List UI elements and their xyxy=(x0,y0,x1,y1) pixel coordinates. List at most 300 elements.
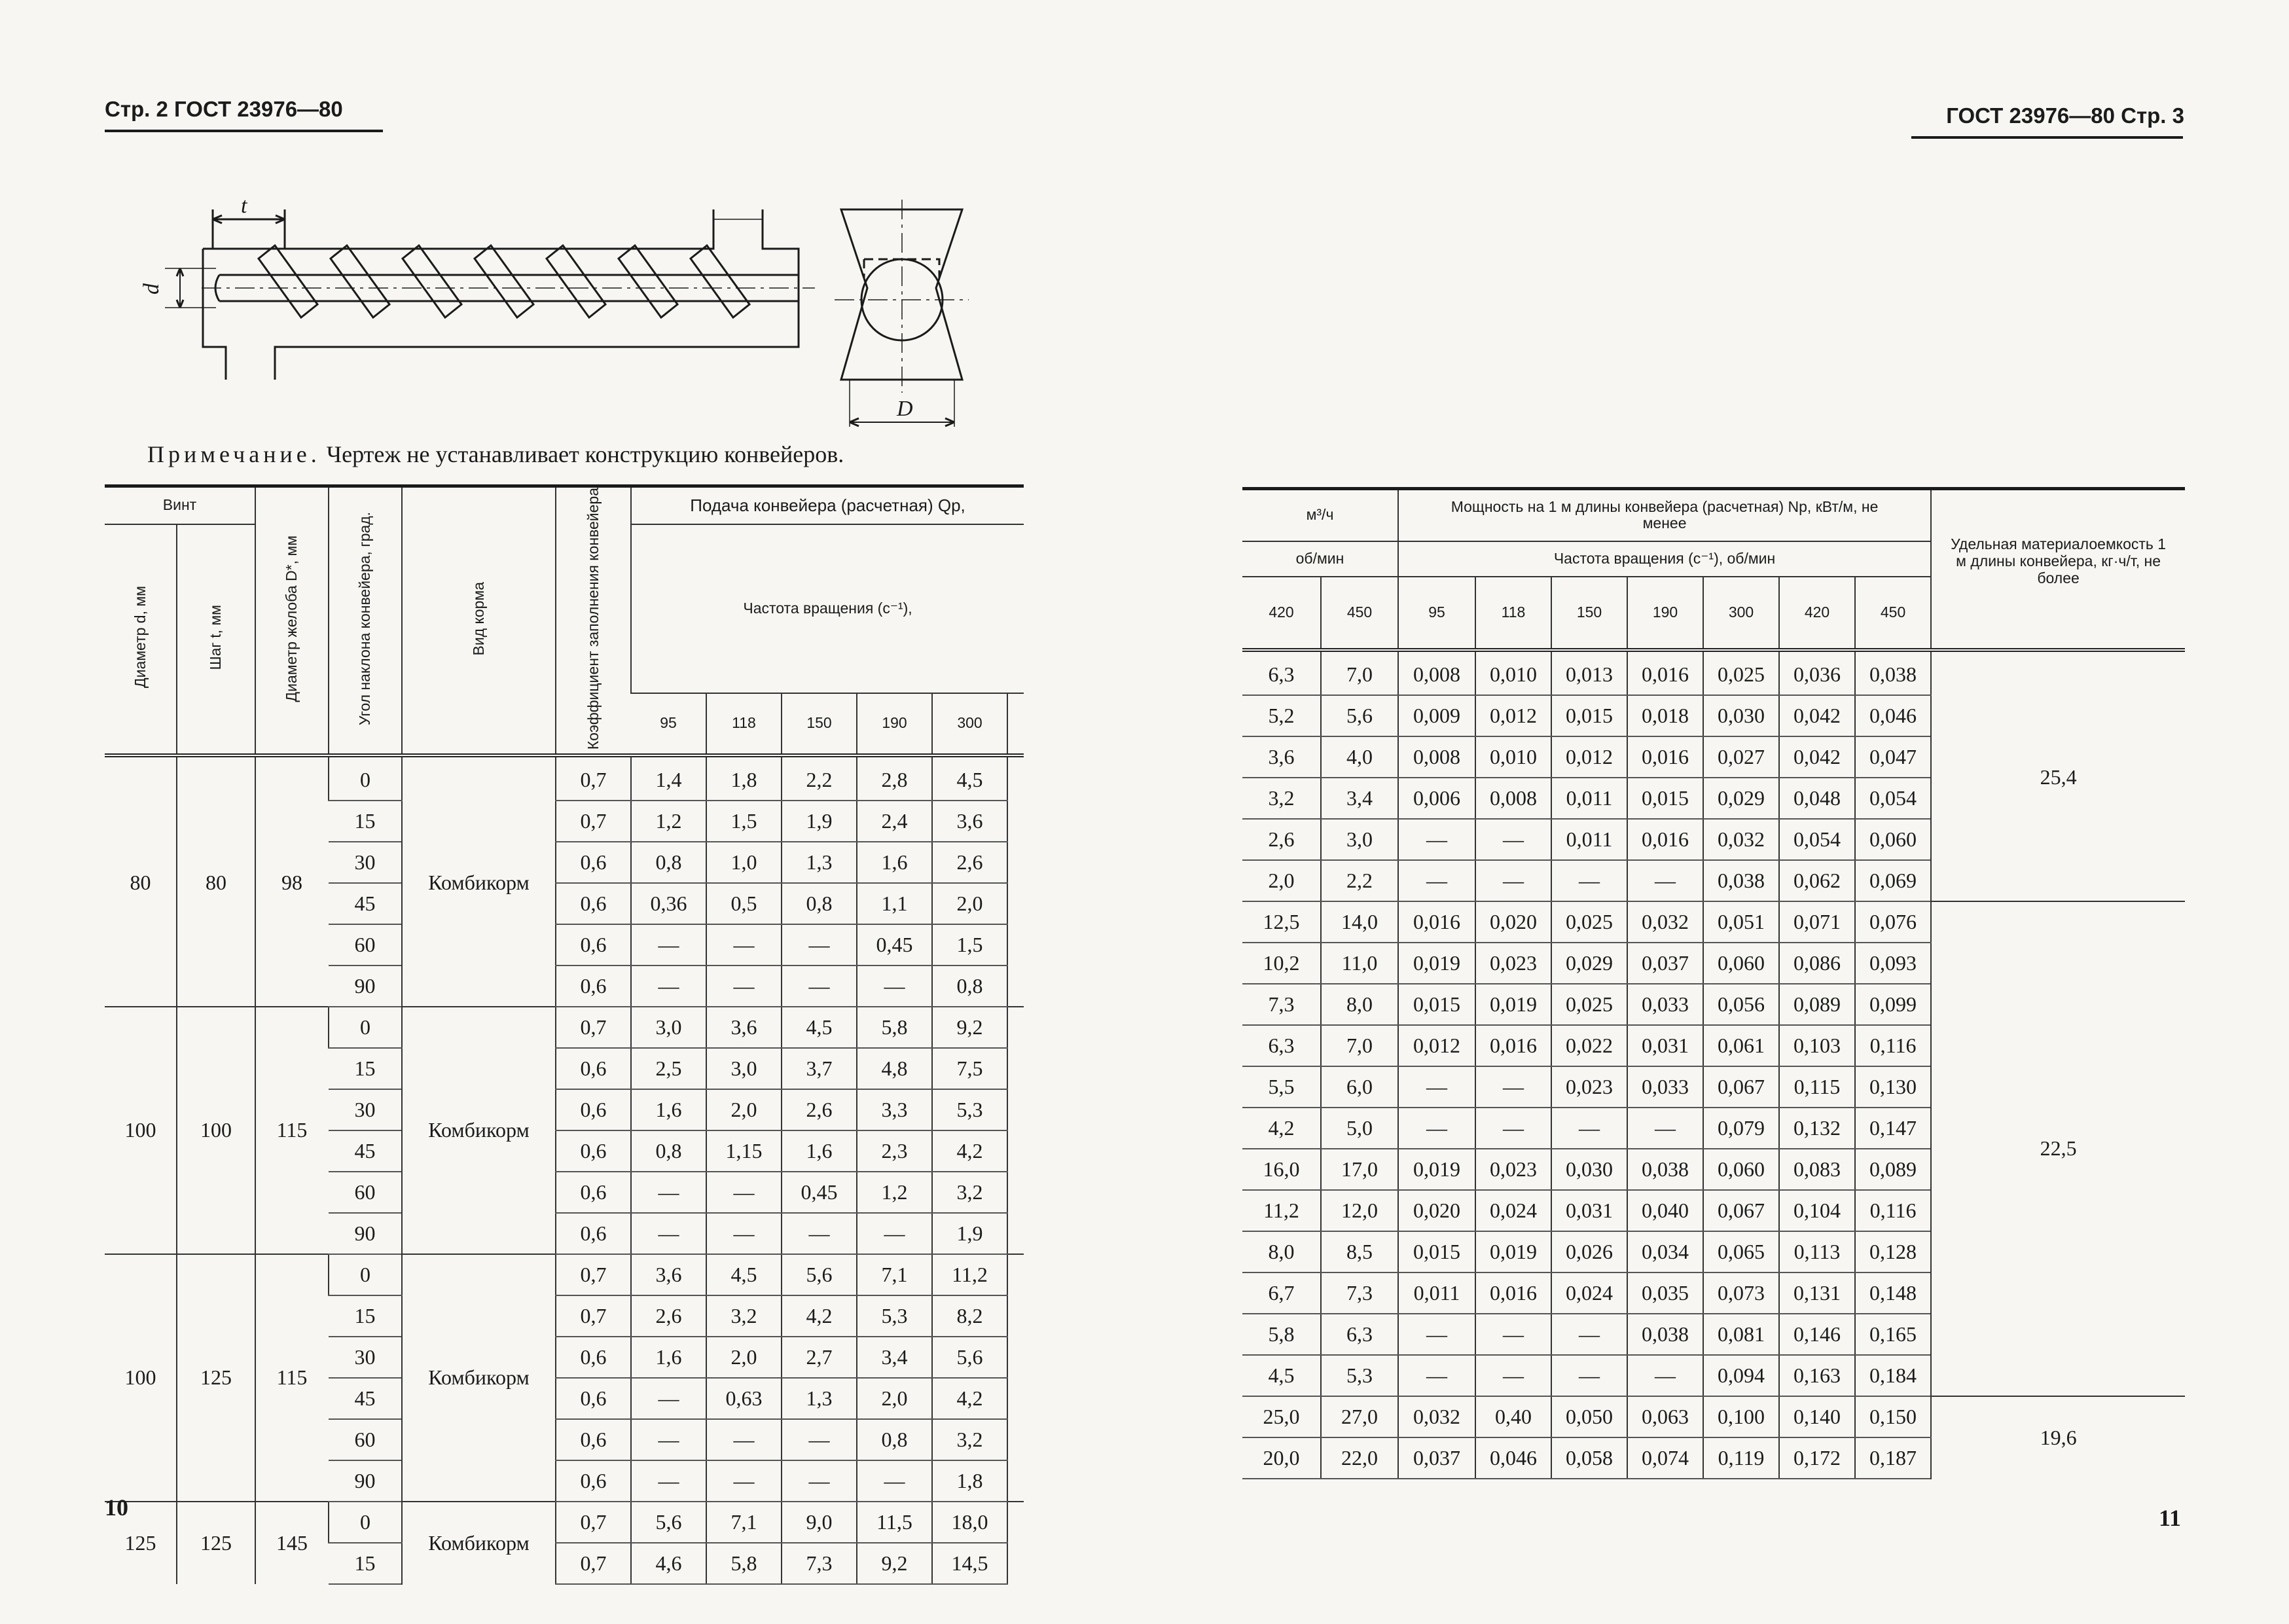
power-cell: 0,013 xyxy=(1551,650,1627,695)
power-cell: 0,006 xyxy=(1398,778,1475,819)
trough-diameter-cell: 98 xyxy=(255,755,329,1007)
capacity-cell: 10,2 xyxy=(1242,943,1321,984)
capacity-cell: 2,0 xyxy=(932,883,1007,924)
angle-header: Угол наклона конвейера, град. xyxy=(329,486,402,755)
power-cell: 0,104 xyxy=(1779,1190,1855,1231)
capacity-cell: 7,1 xyxy=(706,1502,782,1543)
screw-diameter-cell: 80 xyxy=(130,871,151,895)
power-cell: 0,069 xyxy=(1855,860,1931,901)
power-frequency-header-300: 300 xyxy=(1703,577,1779,650)
power-cell: 0,031 xyxy=(1627,1025,1703,1066)
power-frequency-header-190: 190 xyxy=(1627,577,1703,650)
screw-diameter-cell: 125 xyxy=(105,1502,177,1584)
power-cell: 0,094 xyxy=(1703,1355,1779,1396)
capacity-cell: 4,2 xyxy=(782,1295,857,1337)
power-cell: 0,042 xyxy=(1779,736,1855,778)
power-cell: 0,008 xyxy=(1398,736,1475,778)
table-row xyxy=(105,1502,1024,1543)
spacer-cell xyxy=(1007,1089,1024,1130)
power-cell: 0,015 xyxy=(1398,984,1475,1025)
capacity-cell: — xyxy=(631,1378,706,1419)
capacity-cell: 3,7 xyxy=(782,1048,857,1089)
power-cell: 0,010 xyxy=(1475,736,1551,778)
angle-cell: 30 xyxy=(329,1337,402,1378)
power-cell: 0,019 xyxy=(1475,984,1551,1025)
power-cell: 0,023 xyxy=(1475,943,1551,984)
power-cell: 0,015 xyxy=(1398,1231,1475,1272)
power-cell: 0,019 xyxy=(1398,1149,1475,1190)
power-cell: — xyxy=(1398,819,1475,860)
capacity-cell: 6,3 xyxy=(1321,1314,1398,1355)
capacity-cell: 1,5 xyxy=(932,924,1007,965)
capacity-cell: — xyxy=(631,1172,706,1213)
power-cell: 0,015 xyxy=(1551,695,1627,736)
power-cell: — xyxy=(1475,819,1551,860)
power-cell: 0,046 xyxy=(1475,1437,1551,1479)
power-cell: 0,146 xyxy=(1779,1314,1855,1355)
angle-cell: 45 xyxy=(329,1378,402,1419)
power-cell: 0,025 xyxy=(1551,901,1627,943)
power-cell: 0,060 xyxy=(1855,819,1931,860)
power-cell: — xyxy=(1475,860,1551,901)
capacity-cell: 22,0 xyxy=(1321,1437,1398,1479)
capacity-cell: 1,2 xyxy=(857,1172,932,1213)
capacity-cell: — xyxy=(631,965,706,1007)
fill-coefficient-cell: 0,6 xyxy=(556,842,631,883)
capacity-cell: 7,0 xyxy=(1321,650,1398,695)
capacity-cell: 1,3 xyxy=(782,1378,857,1419)
capacity-cell: 5,2 xyxy=(1242,695,1321,736)
capacity-cell: 1,6 xyxy=(631,1337,706,1378)
power-cell: 0,011 xyxy=(1551,819,1627,860)
power-cell: 0,020 xyxy=(1398,1190,1475,1231)
power-cell: 0,060 xyxy=(1703,943,1779,984)
trough-diameter-cell: 115 xyxy=(255,1254,329,1502)
power-cell: 0,050 xyxy=(1551,1396,1627,1437)
capacity-cell: 1,2 xyxy=(631,801,706,842)
power-cell: 0,115 xyxy=(1779,1066,1855,1108)
capacity-cell: 2,0 xyxy=(706,1337,782,1378)
capacity-cell: 3,3 xyxy=(857,1089,932,1130)
power-cell: 0,023 xyxy=(1551,1066,1627,1108)
capacity-cell: 2,0 xyxy=(706,1089,782,1130)
capacity-cell: — xyxy=(631,924,706,965)
power-cell: 0,047 xyxy=(1855,736,1931,778)
fill-coefficient-cell: 0,7 xyxy=(556,801,631,842)
spacer-cell xyxy=(1007,1543,1024,1584)
power-cell: 0,40 xyxy=(1475,1396,1551,1437)
capacity-cell: 2,4 xyxy=(857,801,932,842)
fill-coefficient-cell: 0,6 xyxy=(556,1213,631,1254)
power-cell: 0,067 xyxy=(1703,1190,1779,1231)
capacity-cell: 5,8 xyxy=(706,1543,782,1584)
feed-type-cell: Комбикорм xyxy=(402,1254,556,1502)
power-consumption-table xyxy=(1242,487,2185,1479)
power-cell: 0,061 xyxy=(1703,1025,1779,1066)
capacity-cell: 20,0 xyxy=(1242,1437,1321,1479)
capacity-cell: 4,2 xyxy=(932,1130,1007,1172)
capacity-cell: 3,2 xyxy=(706,1295,782,1337)
capacity-cell: 1,3 xyxy=(782,842,857,883)
power-cell: 0,093 xyxy=(1855,943,1931,984)
capacity-cell: 27,0 xyxy=(1321,1396,1398,1437)
spacer-cell xyxy=(1007,1254,1024,1295)
capacity-cell: 5,0 xyxy=(1321,1108,1398,1149)
note-text: Чертеж не устанавливает конструкцию конвейеров. xyxy=(326,441,844,467)
capacity-cell: 11,2 xyxy=(932,1254,1007,1295)
power-cell: 0,011 xyxy=(1398,1272,1475,1314)
capacity-cell: 5,8 xyxy=(857,1007,932,1048)
angle-cell: 60 xyxy=(329,924,402,965)
feed-type-cell: Комбикорм xyxy=(402,1502,556,1584)
power-frequency-header-450: 450 xyxy=(1855,577,1931,650)
power-cell: 0,016 xyxy=(1398,901,1475,943)
capacity-cell: 4,8 xyxy=(857,1048,932,1089)
capacity-cell: — xyxy=(857,1213,932,1254)
power-cell: 0,011 xyxy=(1551,778,1627,819)
capacity-cell: 2,3 xyxy=(857,1130,932,1172)
power-cell: 0,103 xyxy=(1779,1025,1855,1066)
fill-coefficient-header: Коэффициент заполнения конвейера xyxy=(556,486,631,755)
capacity-cell: 8,0 xyxy=(1242,1231,1321,1272)
capacity-cell: 2,2 xyxy=(782,755,857,801)
power-cell: 0,016 xyxy=(1475,1272,1551,1314)
frequency-header-spacer xyxy=(1007,693,1024,755)
power-cell: 0,148 xyxy=(1855,1272,1931,1314)
capacity-cell: — xyxy=(706,1460,782,1502)
capacity-cell: 3,2 xyxy=(1242,778,1321,819)
power-cell: — xyxy=(1398,1108,1475,1149)
power-cell: 0,008 xyxy=(1475,778,1551,819)
capacity-cell: 4,5 xyxy=(932,755,1007,801)
fill-coefficient-cell: 0,7 xyxy=(556,1295,631,1337)
power-cell: 0,016 xyxy=(1627,650,1703,695)
power-cell: 0,150 xyxy=(1855,1396,1931,1437)
capacity-cell: 6,0 xyxy=(1321,1066,1398,1108)
capacity-cell: — xyxy=(857,965,932,1007)
power-cell: — xyxy=(1398,1066,1475,1108)
spacer-cell xyxy=(1007,1337,1024,1378)
capacity-cell: 4,5 xyxy=(1242,1355,1321,1396)
specific-consumption-cell: 22,5 xyxy=(1931,901,2185,1396)
spacer-cell xyxy=(1007,1378,1024,1419)
power-cell: 0,038 xyxy=(1703,860,1779,901)
power-cell: 0,081 xyxy=(1703,1314,1779,1355)
capacity-cell: 4,2 xyxy=(932,1378,1007,1419)
power-frequency-header-150: 150 xyxy=(1551,577,1627,650)
right-page-header: ГОСТ 23976—80 Стр. 3 xyxy=(1946,103,2184,128)
capacity-cell: — xyxy=(631,1213,706,1254)
power-cell: 0,025 xyxy=(1703,650,1779,695)
angle-cell: 90 xyxy=(329,1213,402,1254)
capacity-cell: 1,8 xyxy=(932,1460,1007,1502)
power-cell: 0,056 xyxy=(1703,984,1779,1025)
capacity-cell: 2,0 xyxy=(1242,860,1321,901)
power-cell: 0,033 xyxy=(1627,1066,1703,1108)
power-cell: 0,032 xyxy=(1703,819,1779,860)
power-cell: 0,019 xyxy=(1475,1231,1551,1272)
capacity-cell: 8,0 xyxy=(1321,984,1398,1025)
power-cell: — xyxy=(1551,1355,1627,1396)
capacity-cell: 7,3 xyxy=(1321,1272,1398,1314)
left-page-header: Стр. 2 ГОСТ 23976—80 xyxy=(105,97,343,121)
angle-cell: 15 xyxy=(329,801,402,842)
rpm-header-450: 450 xyxy=(1321,577,1398,650)
power-cell: 0,026 xyxy=(1551,1231,1627,1272)
power-cell: 0,051 xyxy=(1703,901,1779,943)
capacity-cell: 2,8 xyxy=(857,755,932,801)
angle-cell: 45 xyxy=(329,1130,402,1172)
capacity-cell: 5,6 xyxy=(631,1502,706,1543)
spacer-cell xyxy=(1007,801,1024,842)
power-cell: 0,054 xyxy=(1779,819,1855,860)
capacity-cell: 2,6 xyxy=(1242,819,1321,860)
fill-coefficient-cell: 0,7 xyxy=(556,1502,631,1543)
trough-diameter-cell: 115 xyxy=(255,1007,329,1254)
spacer-cell xyxy=(1007,883,1024,924)
capacity-cell: 0,5 xyxy=(706,883,782,924)
power-cell: 0,008 xyxy=(1398,650,1475,695)
spacer-cell xyxy=(1007,1130,1024,1172)
table-row xyxy=(1242,901,2185,943)
screw-diameter-cell: 100 xyxy=(105,1007,177,1254)
frequency-header-300: 300 xyxy=(932,693,1007,755)
capacity-cell: 4,5 xyxy=(782,1007,857,1048)
power-cell: 0,038 xyxy=(1855,650,1931,695)
pitch-label: t xyxy=(241,194,247,218)
diameter-header: Диаметр d, мм xyxy=(105,524,177,755)
capacity-cell: 2,6 xyxy=(782,1089,857,1130)
capacity-cell: 2,0 xyxy=(857,1378,932,1419)
power-cell: 0,029 xyxy=(1551,943,1627,984)
power-cell: 0,058 xyxy=(1551,1437,1627,1479)
capacity-cell: 2,5 xyxy=(631,1048,706,1089)
power-cell: 0,023 xyxy=(1475,1149,1551,1190)
angle-cell: 0 xyxy=(329,1007,402,1048)
power-cell: 0,030 xyxy=(1703,695,1779,736)
capacity-cell: 1,0 xyxy=(706,842,782,883)
power-cell: 0,187 xyxy=(1855,1437,1931,1479)
angle-cell: 15 xyxy=(329,1295,402,1337)
power-cell: 0,048 xyxy=(1779,778,1855,819)
power-cell: 0,038 xyxy=(1627,1314,1703,1355)
capacity-cell: 11,0 xyxy=(1321,943,1398,984)
capacity-cell: 3,2 xyxy=(932,1172,1007,1213)
specific-consumption-cell: 25,4 xyxy=(1931,650,2185,901)
capacity-cell: 1,8 xyxy=(706,755,782,801)
capacity-cell: 0,45 xyxy=(857,924,932,965)
angle-cell: 15 xyxy=(329,1543,402,1584)
angle-cell: 0 xyxy=(329,1254,402,1295)
capacity-cell: 7,0 xyxy=(1321,1025,1398,1066)
power-cell: 0,009 xyxy=(1398,695,1475,736)
power-cell: 0,147 xyxy=(1855,1108,1931,1149)
power-cell: 0,012 xyxy=(1551,736,1627,778)
power-cell: 0,034 xyxy=(1627,1231,1703,1272)
capacity-cell: 3,0 xyxy=(706,1048,782,1089)
power-cell: — xyxy=(1627,1355,1703,1396)
power-cell: 0,012 xyxy=(1475,695,1551,736)
power-cell: — xyxy=(1475,1108,1551,1149)
spacer-cell xyxy=(1007,1460,1024,1502)
angle-cell: 30 xyxy=(329,1089,402,1130)
spacer-cell xyxy=(1007,1007,1024,1048)
capacity-cell: 1,4 xyxy=(631,755,706,801)
fill-coefficient-cell: 0,6 xyxy=(556,1378,631,1419)
capacity-cell: 0,8 xyxy=(631,842,706,883)
capacity-cell: 5,3 xyxy=(857,1295,932,1337)
capacity-cell: 7,3 xyxy=(782,1543,857,1584)
spacer-cell xyxy=(1007,1419,1024,1460)
frequency-header-95: 95 xyxy=(631,693,706,755)
capacity-cell: 1,6 xyxy=(782,1130,857,1172)
capacity-cell: — xyxy=(706,1172,782,1213)
capacity-cell: 1,15 xyxy=(706,1130,782,1172)
power-cell: 0,033 xyxy=(1627,984,1703,1025)
table-row xyxy=(105,755,1024,801)
spacer-cell xyxy=(1007,1213,1024,1254)
capacity-cell: 3,4 xyxy=(857,1337,932,1378)
angle-cell: 60 xyxy=(329,1172,402,1213)
right-header-rule xyxy=(1911,136,2183,139)
power-cell: — xyxy=(1398,860,1475,901)
capacity-cell: 7,3 xyxy=(1242,984,1321,1025)
power-cell: 0,071 xyxy=(1779,901,1855,943)
capacity-cell: 5,8 xyxy=(1242,1314,1321,1355)
power-cell: 0,062 xyxy=(1779,860,1855,901)
capacity-cell: 1,9 xyxy=(782,801,857,842)
capacity-cell: 12,5 xyxy=(1242,901,1321,943)
power-cell: 0,119 xyxy=(1703,1437,1779,1479)
rpm-unit-header: об/мин xyxy=(1242,541,1398,577)
capacity-cell: — xyxy=(782,965,857,1007)
capacity-cell: 9,2 xyxy=(857,1543,932,1584)
capacity-cell: 11,5 xyxy=(857,1502,932,1543)
fill-coefficient-cell: 0,6 xyxy=(556,1130,631,1172)
power-cell: — xyxy=(1627,860,1703,901)
power-cell: — xyxy=(1398,1355,1475,1396)
angle-cell: 90 xyxy=(329,965,402,1007)
table-row xyxy=(105,1007,1024,1048)
fill-coefficient-cell: 0,7 xyxy=(556,1543,631,1584)
capacity-cell: 14,5 xyxy=(932,1543,1007,1584)
power-cell: 0,018 xyxy=(1627,695,1703,736)
specific-consumption-header: Удельная материалоемкость 1 м длины конвейера, кг·ч/т, не более xyxy=(1931,489,2185,650)
power-cell: — xyxy=(1398,1314,1475,1355)
fill-coefficient-cell: 0,6 xyxy=(556,1048,631,1089)
pitch-header: Шаг t, мм xyxy=(177,524,255,755)
screw-pitch-cell: 125 xyxy=(177,1254,255,1502)
capacity-cell: 6,3 xyxy=(1242,1025,1321,1066)
power-title-header: Мощность на 1 м длины конвейера (расчетная) Nр, кВт/м, не менее xyxy=(1398,489,1931,541)
capacity-cell: 17,0 xyxy=(1321,1149,1398,1190)
spacer-cell xyxy=(1007,1502,1024,1543)
power-frequency-header: Частота вращения (с⁻¹), об/мин xyxy=(1398,541,1931,577)
power-cell: — xyxy=(1475,1314,1551,1355)
power-cell: 0,042 xyxy=(1779,695,1855,736)
power-cell: 0,083 xyxy=(1779,1149,1855,1190)
power-cell: 0,116 xyxy=(1855,1190,1931,1231)
power-cell: 0,131 xyxy=(1779,1272,1855,1314)
capacity-cell: 9,0 xyxy=(782,1502,857,1543)
frequency-header-190: 190 xyxy=(857,693,932,755)
power-cell: 0,067 xyxy=(1703,1066,1779,1108)
capacity-cell: 1,9 xyxy=(932,1213,1007,1254)
table-row xyxy=(105,1254,1024,1295)
capacity-cell: 16,0 xyxy=(1242,1149,1321,1190)
capacity-cell: 3,2 xyxy=(932,1419,1007,1460)
capacity-cell: — xyxy=(706,1419,782,1460)
power-cell: 0,016 xyxy=(1627,819,1703,860)
spacer-cell xyxy=(1007,1172,1024,1213)
capacity-cell: 3,0 xyxy=(1321,819,1398,860)
capacity-cell: 5,6 xyxy=(782,1254,857,1295)
capacity-cell: 0,63 xyxy=(706,1378,782,1419)
power-cell: 0,030 xyxy=(1551,1149,1627,1190)
fill-coefficient-cell: 0,6 xyxy=(556,965,631,1007)
diameter-label: d xyxy=(139,283,164,295)
fill-coefficient-cell: 0,6 xyxy=(556,1337,631,1378)
capacity-cell: — xyxy=(706,1213,782,1254)
power-cell: 0,037 xyxy=(1398,1437,1475,1479)
power-cell: 0,019 xyxy=(1398,943,1475,984)
power-frequency-header-118: 118 xyxy=(1475,577,1551,650)
screw-pitch-cell: 125 xyxy=(177,1502,255,1584)
capacity-cell: 4,6 xyxy=(631,1543,706,1584)
capacity-cell: 4,0 xyxy=(1321,736,1398,778)
capacity-cell: 8,2 xyxy=(932,1295,1007,1337)
capacity-cell: 25,0 xyxy=(1242,1396,1321,1437)
fill-coefficient-cell: 0,6 xyxy=(556,1089,631,1130)
capacity-cell: 11,2 xyxy=(1242,1190,1321,1231)
fill-coefficient-cell: 0,6 xyxy=(556,1460,631,1502)
capacity-cell: 5,5 xyxy=(1242,1066,1321,1108)
capacity-cell: 1,1 xyxy=(857,883,932,924)
power-cell: 0,113 xyxy=(1779,1231,1855,1272)
power-cell: 0,099 xyxy=(1855,984,1931,1025)
capacity-cell: 4,2 xyxy=(1242,1108,1321,1149)
power-cell: — xyxy=(1475,1066,1551,1108)
angle-cell: 30 xyxy=(329,842,402,883)
trough-diameter-cell: 145 xyxy=(255,1502,329,1584)
capacity-cell: 18,0 xyxy=(932,1502,1007,1543)
spacer-cell xyxy=(1007,1295,1024,1337)
fill-coefficient-cell: 0,6 xyxy=(556,1419,631,1460)
power-cell: 0,163 xyxy=(1779,1355,1855,1396)
capacity-cell: 0,45 xyxy=(782,1172,857,1213)
feed-type-header: Вид корма xyxy=(402,486,556,755)
capacity-cell: 2,6 xyxy=(932,842,1007,883)
fill-coefficient-cell: 0,7 xyxy=(556,1254,631,1295)
frequency-header-118: 118 xyxy=(706,693,782,755)
capacity-cell: 12,0 xyxy=(1321,1190,1398,1231)
angle-cell: 0 xyxy=(329,755,402,801)
power-cell: 0,037 xyxy=(1627,943,1703,984)
capacity-cell: 5,3 xyxy=(932,1089,1007,1130)
capacity-cell: 2,7 xyxy=(782,1337,857,1378)
power-cell: 0,020 xyxy=(1475,901,1551,943)
power-cell: 0,010 xyxy=(1475,650,1551,695)
power-cell: 0,063 xyxy=(1627,1396,1703,1437)
capacity-cell: 2,2 xyxy=(1321,860,1398,901)
capacity-cell: 3,6 xyxy=(1242,736,1321,778)
power-cell: — xyxy=(1551,1108,1627,1149)
feed-type-cell: Комбикорм xyxy=(402,1007,556,1254)
power-cell: 0,040 xyxy=(1627,1190,1703,1231)
conveyor-capacity-table xyxy=(105,484,1024,1585)
power-cell: 0,024 xyxy=(1475,1190,1551,1231)
frequency-header-150: 150 xyxy=(782,693,857,755)
